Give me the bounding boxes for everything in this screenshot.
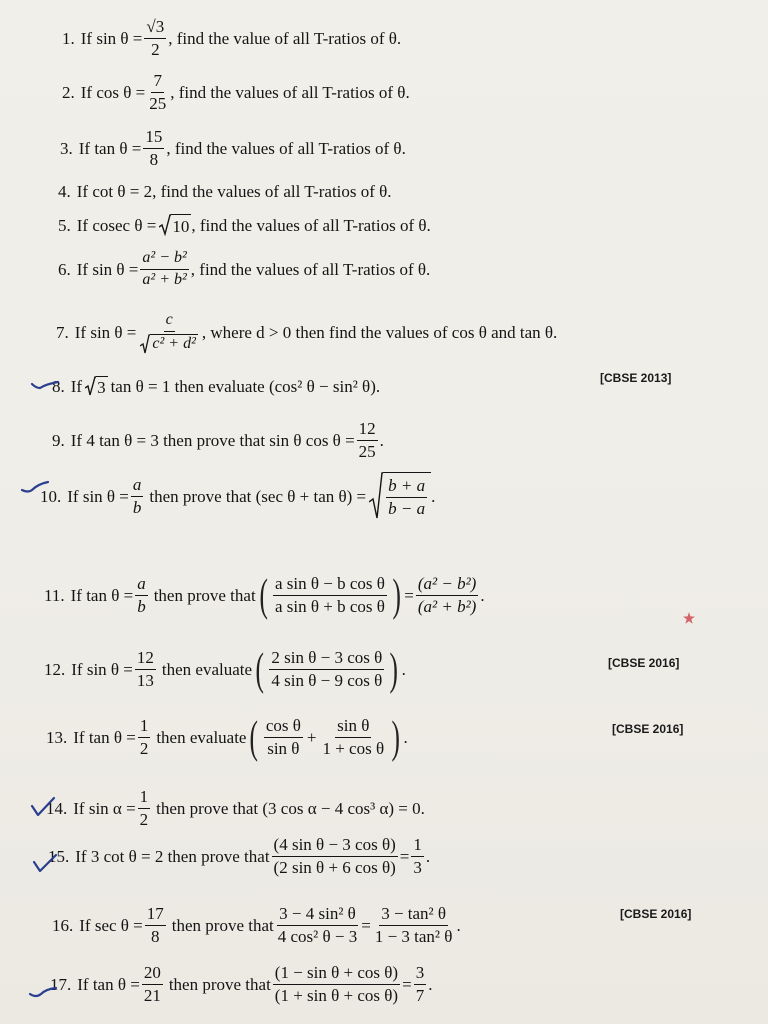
tick-mark-icon: [20, 478, 50, 496]
fraction: $\frac{\text{3 − tan² θ}}{\text{1 − 3 tan² θ}}$: [374, 904, 453, 946]
question-1: 1. If sin θ = $\frac{√3}{2}$ , find the value of all T-ratios of θ.: [62, 17, 402, 59]
question-8: 8. If 3 tan θ = 1 then evaluate (cos² θ − sin² θ).: [52, 376, 381, 397]
question-13: 13. If tan θ = $\frac{1}{2}$ then evaluate ( $\frac{\text{cos θ}}{\text{sin θ}}$ + $\frac{\text{sin θ}}{\text{1 + cos θ}}$ ) .: [46, 711, 408, 762]
fraction: $\frac{20}{21}$: [143, 963, 161, 1005]
fraction: $\frac{\text{(1 − sin θ + cos θ)}}{\text{(1 + sin θ + cos θ)}}$: [274, 963, 399, 1005]
question-9: 9. If 4 tan θ = 3 then prove that sin θ cos θ = $\frac{12}{25}$ .: [52, 419, 384, 461]
fraction: $\frac{3}{7}$: [415, 963, 425, 1005]
square-root: [369, 472, 431, 520]
fraction: $\frac{12}{13}$: [136, 647, 154, 690]
fraction: $\frac{\text{3 − 4 sin² θ}}{\text{4 cos² θ − 3}}$: [277, 904, 358, 946]
question-16: 16. If sec θ = $\frac{17}{8}$ then prove that $\frac{\text{3 − 4 sin² θ}}{\text{4 cos² θ − 3}}$ = $\frac{\text{3 − tan² θ}}{\text{1 − 3 tan² θ}}$ .: [52, 904, 461, 946]
star-mark-icon: [682, 611, 696, 625]
fraction: $\frac{b + a}{b - a}$: [388, 475, 426, 518]
fraction: $\frac{1}{2}$: [139, 787, 149, 829]
question-11: 11. If tan θ = $\frac{a}{b}$ then prove that ( $\frac{\text{a sin θ − b cos θ}}{\text{a sin θ + b cos θ}}$ ) = $\frac{\text{(a² − b²)}}{\text{(a² + b²)}}$ .: [44, 569, 485, 620]
radical-sign-icon: [369, 472, 383, 520]
source-tag: [CBSE 2016]: [620, 907, 692, 921]
question-17: 17. If tan θ = $\frac{20}{21}$ then prove that $\frac{\text{(1 − sin θ + cos θ)}}{\text{(1 + sin θ + cos θ)}}$ = $\frac{3}{7}$ .: [50, 963, 433, 1005]
radical-sign-icon: [140, 334, 150, 354]
fraction: $\frac{\text{a² − b²}}{\text{a² + b²}}$: [142, 249, 187, 288]
fraction: $\frac{\text{(a² − b²)}}{\text{(a² + b²)}}$: [417, 573, 477, 616]
fraction: $\frac{1}{2}$: [139, 715, 149, 758]
fraction: $\frac{1}{3}$: [413, 835, 422, 877]
fraction: $\frac{15}{8}$: [145, 127, 163, 169]
fraction: $\frac{\text{(4 sin θ − 3 cos θ)}}{\text{(2 sin θ + 6 cos θ)}}$: [273, 835, 396, 877]
question-4: 4. If cot θ = 2, find the values of all T-ratios of θ.: [58, 182, 392, 201]
square-root: 10: [159, 214, 191, 236]
fraction: $\frac{12}{25}$: [358, 419, 376, 461]
tick-mark-icon: [28, 984, 58, 1000]
question-7: 7. If sin θ = $\frac{c}{\text{c² + d²}}$ , where d > 0 then find the values of cos θ and tan θ.: [56, 311, 558, 352]
fraction: $\frac{\text{sin θ}}{\text{1 + cos θ}}$: [322, 715, 385, 758]
fraction: $\frac{a}{b}$: [137, 573, 146, 616]
radical-sign-icon: [85, 376, 96, 396]
tick-mark-icon: [30, 796, 56, 818]
fraction: $\frac{\text{2 sin θ − 3 cos θ}}{\text{4 sin θ − 9 cos θ}}$: [271, 647, 383, 690]
fraction: $\frac{c}{\text{c² + d²}}$: [138, 312, 200, 354]
fraction: $\frac{17}{8}$: [146, 904, 164, 946]
square-root: 3: [85, 376, 108, 396]
source-tag: [CBSE 2016]: [612, 722, 684, 736]
radical-sign-icon: [159, 214, 171, 236]
source-tag: [CBSE 2013]: [600, 371, 672, 385]
tick-mark-icon: [32, 852, 58, 874]
question-14: 14. If sin α = $\frac{1}{2}$ then prove that (3 cos α − 4 cos³ α) = 0.: [46, 787, 425, 829]
tick-mark-icon: [30, 376, 60, 392]
question-3: 3. If tan θ = $\frac{15}{8}$ , find the values of all T-ratios of θ.: [60, 127, 406, 169]
question-2: 2. If cos θ = $\frac{7}{25}$ , find the values of all T-ratios of θ.: [62, 71, 410, 113]
source-tag: [CBSE 2016]: [608, 656, 680, 670]
fraction: $\frac{a}{b}$: [132, 474, 142, 517]
fraction: $\frac{\text{a sin θ − b cos θ}}{\text{a sin θ + b cos θ}}$: [275, 573, 385, 616]
question-10: 10. If sin θ = $\frac{a}{b}$ then prove that (sec θ + tan θ) = $\frac{b + a}{b - a}$ .: [40, 472, 435, 520]
fraction: $\frac{\text{cos θ}}{\text{sin θ}}$: [265, 715, 301, 758]
question-6: 6. If sin θ = $\frac{\text{a² − b²}}{\text{a² + b²}}$ , find the values of all T-ratios of θ.: [58, 249, 431, 288]
question-15: 15. If 3 cot θ = 2 then prove that $\frac{\text{(4 sin θ − 3 cos θ)}}{\text{(2 sin θ + 6 cos θ)}}$ = $\frac{1}{3}$ .: [48, 835, 431, 877]
fraction: $\frac{7}{25}$: [149, 71, 167, 113]
question-12: 12. If sin θ = $\frac{12}{13}$ then evaluate ( $\frac{\text{2 sin θ − 3 cos θ}}{\text{4 sin θ − 9 cos θ}}$ ) .: [44, 643, 406, 694]
question-5: 5. If cosec θ = 10 , find the values of all T-ratios of θ.: [58, 215, 431, 236]
fraction: $\frac{√3}{2}$: [146, 17, 165, 59]
